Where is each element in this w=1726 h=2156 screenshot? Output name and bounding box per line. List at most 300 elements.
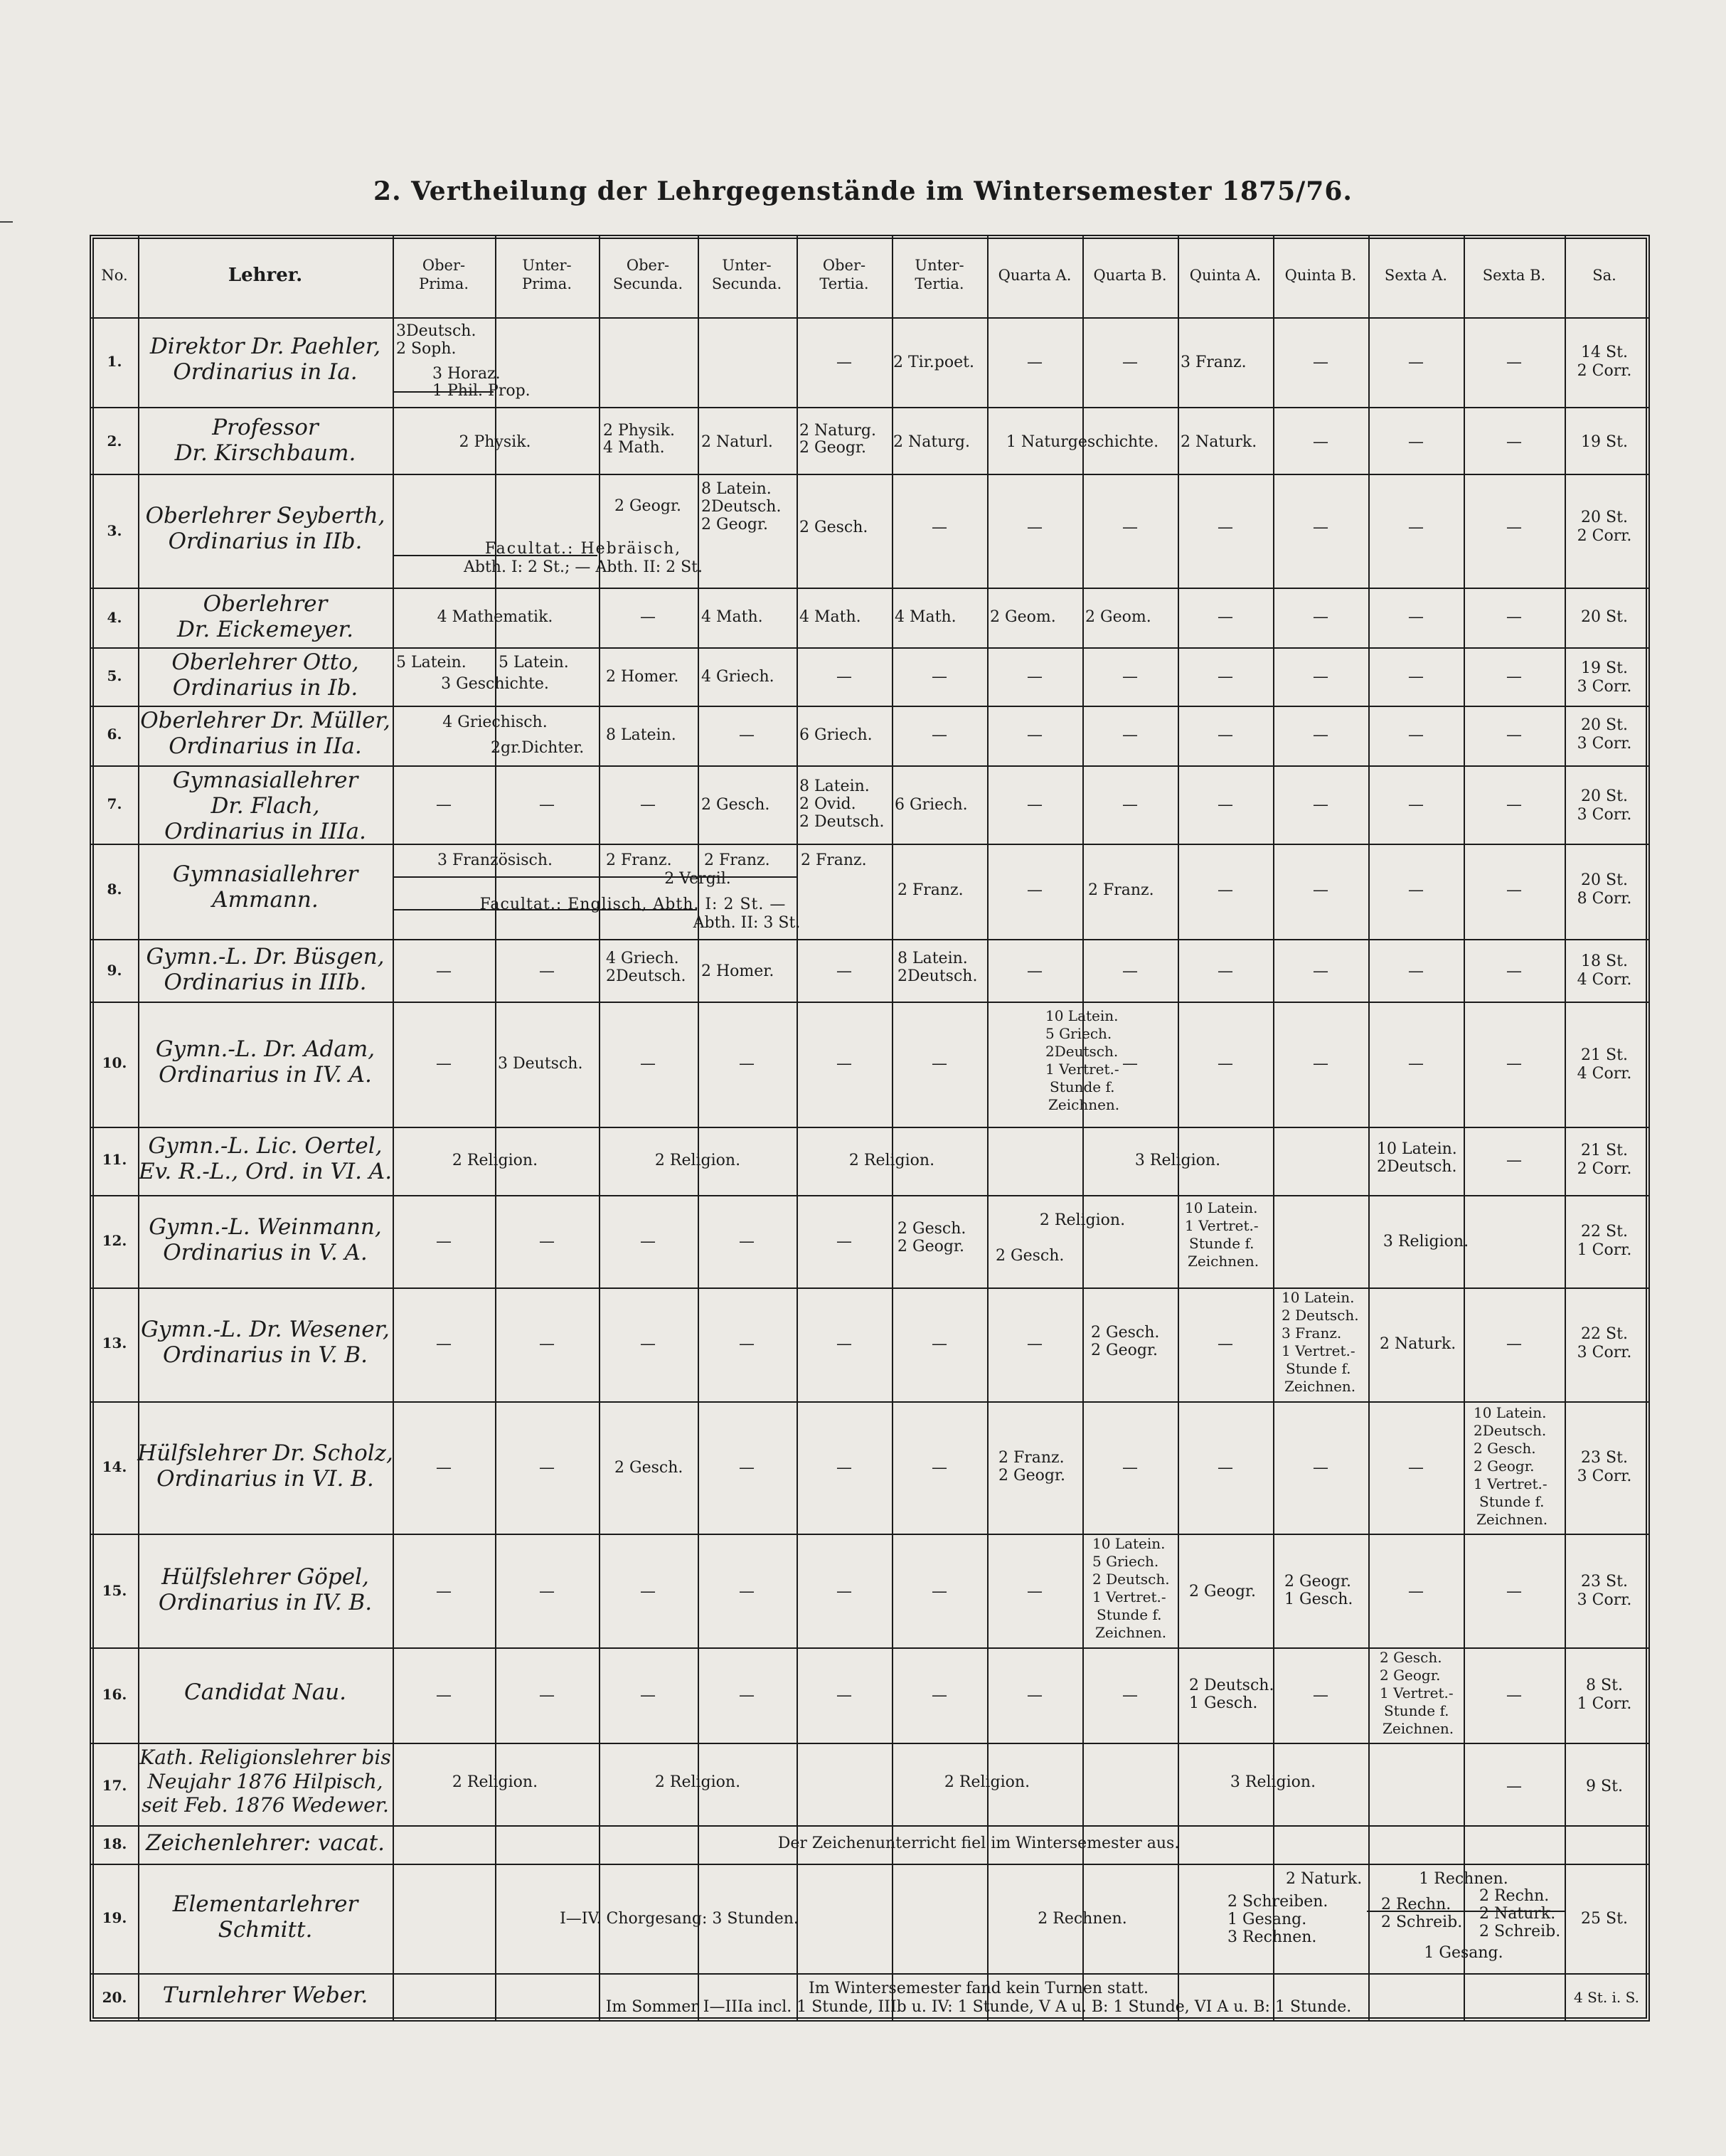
cell-dash: — xyxy=(1408,668,1424,686)
col-divider xyxy=(1082,236,1084,2020)
cell-dash: — xyxy=(1122,519,1138,536)
cell-entry: 2 Vergil. xyxy=(664,870,731,888)
cell-dash: — xyxy=(1506,1152,1522,1169)
cell-entry: 3 Geschichte. xyxy=(441,675,549,693)
sum-corrections: 3 Corr. xyxy=(1577,806,1632,824)
row-number: 3. xyxy=(107,522,122,539)
cell-entry: 1 Phil. Prop. xyxy=(432,382,531,400)
row-number: 15. xyxy=(102,1582,127,1599)
teacher-name: Turnlehrer Weber. xyxy=(162,1982,368,2008)
cell-entry: Stunde f. xyxy=(1384,1702,1449,1719)
sum-corrections: 4 Corr. xyxy=(1577,971,1632,989)
sum-hours: 18 St. xyxy=(1581,952,1628,970)
cell-dash: — xyxy=(1313,881,1328,899)
cell-entry: 2 Geogr. xyxy=(799,439,867,457)
cell-entry: 2 Franz. xyxy=(801,851,867,869)
row-divider xyxy=(91,1825,1648,1827)
cell-entry: 2 Religion. xyxy=(1039,1211,1126,1229)
header-ober-secunda: Ober- xyxy=(626,257,670,274)
row-divider xyxy=(91,317,1648,319)
cell-dash: — xyxy=(1506,608,1522,626)
cell-entry: 1 Vertret.- xyxy=(1380,1684,1454,1701)
cell-dash: — xyxy=(1506,1778,1522,1795)
cell-entry: 3 Religion. xyxy=(1230,1773,1316,1791)
cell-dash: — xyxy=(1506,433,1522,451)
cell-entry: 2 Geom. xyxy=(990,608,1056,626)
cell-dash: — xyxy=(436,1233,452,1250)
cell-entry: 4 Math. xyxy=(603,439,665,457)
cell-entry: 1 Gesch. xyxy=(1189,1694,1258,1712)
cell-entry: 10 Latein. xyxy=(1377,1140,1457,1158)
cell-dash: — xyxy=(539,962,555,980)
row-number: 2. xyxy=(107,432,122,450)
sum-hours: 25 St. xyxy=(1581,1910,1628,1928)
cell-entry: 3 Religion. xyxy=(1383,1233,1469,1250)
cell-entry: 2 Deutsch. xyxy=(1189,1677,1274,1694)
cell-entry: 2 Naturk. xyxy=(1181,433,1257,451)
cell-entry: 2Deutsch. xyxy=(606,967,686,985)
cell-entry: Zeichnen. xyxy=(1383,1720,1454,1737)
sum-hours: 20 St. xyxy=(1581,509,1628,526)
cell-entry: 4 Math. xyxy=(895,608,957,626)
sum-hours: 19 St. xyxy=(1581,433,1628,451)
sum-corrections: 3 Corr. xyxy=(1577,678,1632,696)
sum-corrections: 2 Corr. xyxy=(1577,527,1632,545)
cell-dash: — xyxy=(1218,668,1233,686)
sum-corrections: 2 Corr. xyxy=(1577,1160,1632,1178)
cell-entry: 1 Vertret.- xyxy=(1282,1342,1355,1359)
cell-entry: 2 Schreiben. xyxy=(1227,1893,1328,1911)
cell-dash: — xyxy=(1408,1055,1424,1073)
cell-entry: 2 Tir.poet. xyxy=(893,354,974,371)
row-divider xyxy=(91,1127,1648,1128)
cell-dash: — xyxy=(836,1583,852,1600)
sum-corrections: 3 Corr. xyxy=(1577,1467,1632,1485)
cell-entry: 2 Deutsch. xyxy=(799,813,885,831)
header-ober-prima: Prima. xyxy=(419,275,469,292)
cell-entry: 2 Religion. xyxy=(452,1773,538,1791)
cell-entry: 10 Latein. xyxy=(1092,1535,1166,1552)
cell-dash: — xyxy=(1313,1687,1328,1704)
sum-hours: 20 St. xyxy=(1581,716,1628,734)
teacher-name: Candidat Nau. xyxy=(184,1679,346,1705)
cell-entry: 5 Latein. xyxy=(396,654,467,671)
row-divider xyxy=(91,706,1648,707)
row-number: 9. xyxy=(107,962,122,979)
cell-dash: — xyxy=(1506,1583,1522,1600)
cell-entry: 1 Naturgeschichte. xyxy=(1006,433,1159,451)
page-title: 2. Vertheilung der Lehrgegenstände im Wintersemester 1875/76. xyxy=(373,176,1353,206)
cell-dash: — xyxy=(1506,354,1522,371)
cell-dash: — xyxy=(1027,1687,1043,1704)
cell-dash: — xyxy=(539,1459,555,1477)
cell-dash: — xyxy=(1218,962,1233,980)
cell-dash: — xyxy=(932,726,947,744)
cell-entry: 3 Rechnen. xyxy=(1227,1928,1317,1946)
cell-dash: — xyxy=(836,354,852,371)
cell-dash: — xyxy=(836,1335,852,1353)
row-number: 10. xyxy=(102,1054,127,1071)
sum-corrections: 3 Corr. xyxy=(1577,1344,1632,1361)
cell-entry: 2 Religion. xyxy=(848,1152,935,1169)
sum-hours: 14 St. xyxy=(1581,344,1628,361)
cell-dash: — xyxy=(1027,1335,1043,1353)
cell-entry: 3 Horaz. xyxy=(432,365,501,383)
cell-dash: — xyxy=(1027,668,1043,686)
cell-entry: 2 Gesch. xyxy=(1474,1440,1536,1457)
row-divider xyxy=(91,1401,1648,1403)
teacher-name: Gymn.-L. Lic. Oertel, Ev. R.-L., Ord. in VI. A. xyxy=(138,1133,393,1184)
teacher-name: Elementarlehrer Schmitt. xyxy=(172,1891,358,1943)
cell-entry: 2 Rechnen. xyxy=(1038,1910,1127,1928)
header-sexta-a: Sexta A. xyxy=(1384,267,1448,284)
cell-entry: 1 Vertret.- xyxy=(1092,1588,1166,1605)
cell-dash: — xyxy=(640,796,656,814)
cell-dash: — xyxy=(1313,796,1328,814)
header-sum: Sa. xyxy=(1592,267,1616,284)
cell-dash: — xyxy=(1027,519,1043,536)
cell-dash: — xyxy=(1408,726,1424,744)
cell-dash: — xyxy=(1122,726,1138,744)
cell-entry: 2 Gesch. xyxy=(1091,1324,1160,1342)
teacher-name: Gymn.-L. Weinmann, Ordinarius in V. A. xyxy=(149,1214,382,1265)
cell-entry: 8 Latein. xyxy=(799,777,870,795)
sum-hours: 22 St. xyxy=(1581,1325,1628,1343)
cell-entry: 2 Rechn. xyxy=(1381,1896,1451,1913)
cell-dash: — xyxy=(836,962,852,980)
cell-dash: — xyxy=(1408,881,1424,899)
cell-dash: — xyxy=(1313,1055,1328,1073)
col-divider xyxy=(797,236,798,2020)
cell-dash: — xyxy=(739,1583,755,1600)
teacher-name: Gymn.-L. Dr. Adam, Ordinarius in IV. A. xyxy=(155,1036,375,1088)
cell-dash: — xyxy=(1218,1335,1233,1353)
row-note: Im Wintersemester fand kein Turnen statt. xyxy=(809,1980,1149,1997)
cell-dash: — xyxy=(1027,354,1043,371)
cell-dash: — xyxy=(1506,881,1522,899)
header-unter-prima: Unter- xyxy=(522,257,572,274)
col-divider xyxy=(1273,236,1274,2020)
header-ober-tertia: Tertia. xyxy=(819,275,869,292)
cell-dash: — xyxy=(1408,519,1424,536)
col-divider xyxy=(698,236,699,2020)
sum-hours: 20 St. xyxy=(1581,871,1628,889)
teacher-name: Oberlehrer Dr. Eickemeyer. xyxy=(177,591,353,642)
facultas-note: Abth. I: 2 St.; — Abth. II: 2 St. xyxy=(463,558,703,576)
cell-entry: 2 Gesch. xyxy=(614,1459,683,1477)
row-number: 8. xyxy=(107,881,122,898)
header-unter-prima: Prima. xyxy=(522,275,572,292)
cell-dash: — xyxy=(539,1583,555,1600)
cell-entry: 2 Gesch. xyxy=(897,1220,966,1238)
cell-entry: 3Deutsch. xyxy=(396,322,476,340)
cell-entry: Stunde f. xyxy=(1479,1493,1545,1510)
row-divider xyxy=(91,407,1648,408)
cell-dash: — xyxy=(1218,519,1233,536)
cell-entry: I—IV. Chorgesang: 3 Stunden. xyxy=(560,1910,799,1928)
cell-dash: — xyxy=(1408,796,1424,814)
cell-dash: — xyxy=(836,1055,852,1073)
cell-dash: — xyxy=(640,1055,656,1073)
cell-entry: 10 Latein. xyxy=(1474,1404,1547,1421)
row-number: 6. xyxy=(107,726,122,743)
cell-rule xyxy=(394,876,797,878)
cell-entry: 2 Religion. xyxy=(654,1152,741,1169)
cell-entry: Zeichnen. xyxy=(1476,1511,1548,1528)
sum-hours: 9 St. xyxy=(1586,1778,1623,1795)
cell-dash: — xyxy=(1506,668,1522,686)
cell-entry: 2 Franz. xyxy=(1088,881,1154,899)
cell-entry: 10 Latein. xyxy=(1185,1199,1258,1216)
teacher-name: Oberlehrer Dr. Müller, Ordinarius in IIa. xyxy=(140,708,390,759)
cell-entry: 4 Griechisch. xyxy=(442,713,548,731)
cell-entry: 2 Franz. xyxy=(704,851,770,869)
cell-dash: — xyxy=(739,1233,755,1250)
cell-entry: 4 Mathematik. xyxy=(437,608,553,626)
cell-entry: 5 Griech. xyxy=(1092,1553,1159,1570)
col-divider xyxy=(495,236,496,2020)
cell-dash: — xyxy=(1027,1583,1043,1600)
sum-hours: 20 St. xyxy=(1581,787,1628,805)
cell-dash: — xyxy=(1506,1687,1522,1704)
col-divider xyxy=(1565,236,1566,2020)
cell-entry: 2 Deutsch. xyxy=(1092,1571,1170,1588)
sum-hours: 4 St. i. S. xyxy=(1574,1989,1639,2006)
header-ober-tertia: Ober- xyxy=(822,257,866,274)
row-number: 20. xyxy=(102,1989,127,2006)
cell-entry: 2 Geogr. xyxy=(998,1467,1066,1485)
row-number: 12. xyxy=(102,1232,127,1249)
col-divider xyxy=(1464,236,1465,2020)
cell-entry: 2Deutsch. xyxy=(897,967,978,985)
cell-entry: 1 Vertret.- xyxy=(1474,1475,1547,1492)
cell-dash: — xyxy=(836,1233,852,1250)
cell-dash: — xyxy=(1122,668,1138,686)
cell-dash: — xyxy=(1408,1459,1424,1477)
row-number: 5. xyxy=(107,667,122,684)
cell-entry: 2Deutsch. xyxy=(1474,1422,1547,1439)
cell-entry: 2 Schreib. xyxy=(1381,1913,1463,1931)
sum-corrections: 3 Corr. xyxy=(1577,735,1632,753)
col-divider xyxy=(892,236,893,2020)
cell-entry: 2 Naturl. xyxy=(701,433,773,451)
cell-dash: — xyxy=(1313,726,1328,744)
cell-entry: 6 Griech. xyxy=(799,726,873,744)
cell-entry: Zeichnen. xyxy=(1188,1253,1259,1270)
cell-entry: 2 Deutsch. xyxy=(1282,1307,1359,1324)
cell-entry: Zeichnen. xyxy=(1284,1378,1356,1395)
header-unter-tertia: Tertia. xyxy=(915,275,964,292)
cell-entry: 5 Latein. xyxy=(499,654,569,671)
teacher-name: Gymn.-L. Dr. Büsgen, Ordinarius in IIIb. xyxy=(146,944,385,995)
row-number: 19. xyxy=(102,1909,127,1926)
sum-corrections: 8 Corr. xyxy=(1577,890,1632,908)
cell-entry: 2 Gesch. xyxy=(701,796,770,814)
cell-dash: — xyxy=(1218,1459,1233,1477)
cell-entry: 1 Vertret.- xyxy=(1045,1061,1119,1078)
cell-dash: — xyxy=(1313,1459,1328,1477)
row-number: 7. xyxy=(107,795,122,812)
cell-dash: — xyxy=(1122,1459,1138,1477)
sum-corrections: 2 Corr. xyxy=(1577,362,1632,380)
cell-dash: — xyxy=(932,668,947,686)
cell-dash: — xyxy=(1218,608,1233,626)
cell-dash: — xyxy=(836,1459,852,1477)
cell-dash: — xyxy=(640,608,656,626)
cell-dash: — xyxy=(932,1335,947,1353)
cell-dash: — xyxy=(1027,881,1043,899)
header-quinta-a: Quinta A. xyxy=(1189,267,1262,284)
cell-dash: — xyxy=(739,1687,755,1704)
cell-entry: 2Deutsch. xyxy=(701,498,782,516)
edge-mark xyxy=(0,221,13,228)
header-unter-secunda: Unter- xyxy=(722,257,772,274)
cell-dash: — xyxy=(1506,796,1522,814)
cell-entry: 2 Physik. xyxy=(603,422,676,440)
cell-dash: — xyxy=(1313,668,1328,686)
cell-entry: 2 Franz. xyxy=(897,881,964,899)
teacher-name: Gymnasiallehrer Dr. Flach, Ordinarius in IIIa. xyxy=(164,768,366,844)
row-number: 11. xyxy=(102,1151,127,1168)
teacher-name: Hülfslehrer Göpel, Ordinarius in IV. B. xyxy=(158,1564,373,1615)
cell-dash: — xyxy=(932,1687,947,1704)
cell-entry: 2 Geogr. xyxy=(897,1238,965,1255)
cell-entry: 2 Naturg. xyxy=(799,422,876,440)
cell-entry: 2 Religion. xyxy=(654,1773,741,1791)
cell-dash: — xyxy=(1313,608,1328,626)
cell-entry: 8 Latein. xyxy=(701,480,772,498)
cell-entry: 2Deutsch. xyxy=(1045,1043,1119,1060)
cell-dash: — xyxy=(1218,796,1233,814)
cell-entry: Zeichnen. xyxy=(1095,1624,1167,1641)
col-divider xyxy=(1368,236,1370,2020)
sum-corrections: 4 Corr. xyxy=(1577,1065,1632,1083)
cell-dash: — xyxy=(1313,962,1328,980)
cell-dash: — xyxy=(1408,962,1424,980)
col-divider xyxy=(1178,236,1179,2020)
cell-dash: — xyxy=(539,1335,555,1353)
cell-dash: — xyxy=(1408,608,1424,626)
cell-entry: 2 Religion. xyxy=(944,1773,1030,1791)
cell-dash: — xyxy=(1218,1055,1233,1073)
cell-dash: — xyxy=(539,796,555,814)
cell-entry: 2 Geogr. xyxy=(1189,1583,1257,1600)
cell-dash: — xyxy=(1122,962,1138,980)
row-divider xyxy=(91,588,1648,589)
cell-entry: 1 Gesang. xyxy=(1424,1944,1503,1962)
sum-hours: 23 St. xyxy=(1581,1573,1628,1591)
sum-hours: 22 St. xyxy=(1581,1223,1628,1241)
cell-entry: 8 Latein. xyxy=(897,950,968,967)
cell-entry: 2gr.Dichter. xyxy=(491,739,585,757)
cell-entry: 8 Latein. xyxy=(606,726,676,744)
cell-dash: — xyxy=(739,1335,755,1353)
row-divider xyxy=(91,1973,1648,1975)
teacher-name: Oberlehrer Otto, Ordinarius in Ib. xyxy=(171,649,359,701)
cell-dash: — xyxy=(836,668,852,686)
cell-dash: — xyxy=(1408,433,1424,451)
cell-dash: — xyxy=(640,1583,656,1600)
row-number: 17. xyxy=(102,1777,127,1794)
cell-entry: 2 Geogr. xyxy=(1284,1573,1352,1591)
cell-entry: 2 Naturk. xyxy=(1286,1870,1363,1888)
row-note: Der Zeichenunterricht fiel im Wintersemester aus. xyxy=(777,1834,1180,1852)
row-number: 14. xyxy=(102,1458,127,1475)
sum-hours: 23 St. xyxy=(1581,1449,1628,1467)
row-divider xyxy=(91,1743,1648,1744)
cell-entry: Stunde f. xyxy=(1097,1606,1162,1623)
row-number: 16. xyxy=(102,1686,127,1703)
cell-entry: 2 Geogr. xyxy=(1474,1457,1535,1475)
cell-entry: 2 Soph. xyxy=(396,340,457,358)
row-divider xyxy=(91,1195,1648,1196)
cell-dash: — xyxy=(932,1583,947,1600)
cell-dash: — xyxy=(640,1687,656,1704)
cell-dash: — xyxy=(932,519,947,536)
header-ober-secunda: Secunda. xyxy=(612,275,683,292)
cell-dash: — xyxy=(1313,519,1328,536)
row-note: Im Sommer I—IIIa incl. 1 Stunde, IIIb u. IV: 1 Stunde, V A u. B: 1 Stunde, VI A u. B: 1 Stunde. xyxy=(605,1998,1352,2016)
cell-entry: 2 Religion. xyxy=(452,1152,538,1169)
cell-dash: — xyxy=(436,1687,452,1704)
cell-entry: 4 Math. xyxy=(799,608,861,626)
teacher-name: Zeichenlehrer: vacat. xyxy=(145,1830,385,1856)
cell-dash: — xyxy=(932,1459,947,1477)
teacher-name: Direktor Dr. Paehler, Ordinarius in Ia. xyxy=(149,334,381,385)
teacher-name: Gymn.-L. Dr. Wesener, Ordinarius in V. B. xyxy=(141,1317,390,1368)
cell-dash: — xyxy=(640,1233,656,1250)
cell-entry: 3 Franz. xyxy=(1181,354,1247,371)
cell-entry: 2 Schreib. xyxy=(1479,1923,1561,1940)
cell-entry: 2 Geogr. xyxy=(1091,1342,1158,1359)
facultas-note: Facultat.: Englisch, Abth. I: 2 St. — xyxy=(479,896,787,913)
cell-entry: 1 Rechnen. xyxy=(1419,1870,1508,1888)
cell-dash: — xyxy=(436,962,452,980)
cell-dash: — xyxy=(539,1687,555,1704)
cell-entry: 2 Naturg. xyxy=(893,433,970,451)
cell-dash: — xyxy=(436,1459,452,1477)
cell-dash: — xyxy=(1027,962,1043,980)
cell-entry: 2 Homer. xyxy=(606,668,679,686)
cell-entry: 10 Latein. xyxy=(1045,1007,1119,1024)
cell-dash: — xyxy=(739,1459,755,1477)
cell-entry: 2 Ovid. xyxy=(799,795,856,813)
cell-entry: Zeichnen. xyxy=(1048,1096,1120,1113)
cell-dash: — xyxy=(739,726,755,744)
teacher-name: Professor Dr. Kirschbaum. xyxy=(174,415,356,466)
cell-dash: — xyxy=(836,1687,852,1704)
sum-hours: 20 St. xyxy=(1581,608,1628,626)
cell-dash: — xyxy=(1122,1687,1138,1704)
facultas-note: Facultat.: Hebräisch, xyxy=(484,540,682,558)
cell-entry: 2 Geogr. xyxy=(701,516,769,533)
cell-entry: 3 Franz. xyxy=(1282,1324,1342,1342)
sum-hours: 21 St. xyxy=(1581,1046,1628,1064)
cell-dash: — xyxy=(1506,1335,1522,1353)
cell-dash: — xyxy=(1506,726,1522,744)
cell-entry: 2 Gesch. xyxy=(799,519,868,536)
cell-entry: 4 Griech. xyxy=(701,668,774,686)
cell-entry: 1 Gesang. xyxy=(1227,1911,1307,1928)
teacher-name: Hülfslehrer Dr. Scholz, Ordinarius in VI. B. xyxy=(137,1440,393,1492)
header-quarta-b: Quarta B. xyxy=(1093,267,1167,284)
cell-entry: Stunde f. xyxy=(1189,1235,1254,1252)
cell-dash: — xyxy=(1506,962,1522,980)
row-divider xyxy=(91,765,1648,767)
cell-entry: 10 Latein. xyxy=(1282,1289,1355,1306)
row-divider xyxy=(91,939,1648,940)
cell-entry: 1 Vertret.- xyxy=(1185,1217,1259,1234)
